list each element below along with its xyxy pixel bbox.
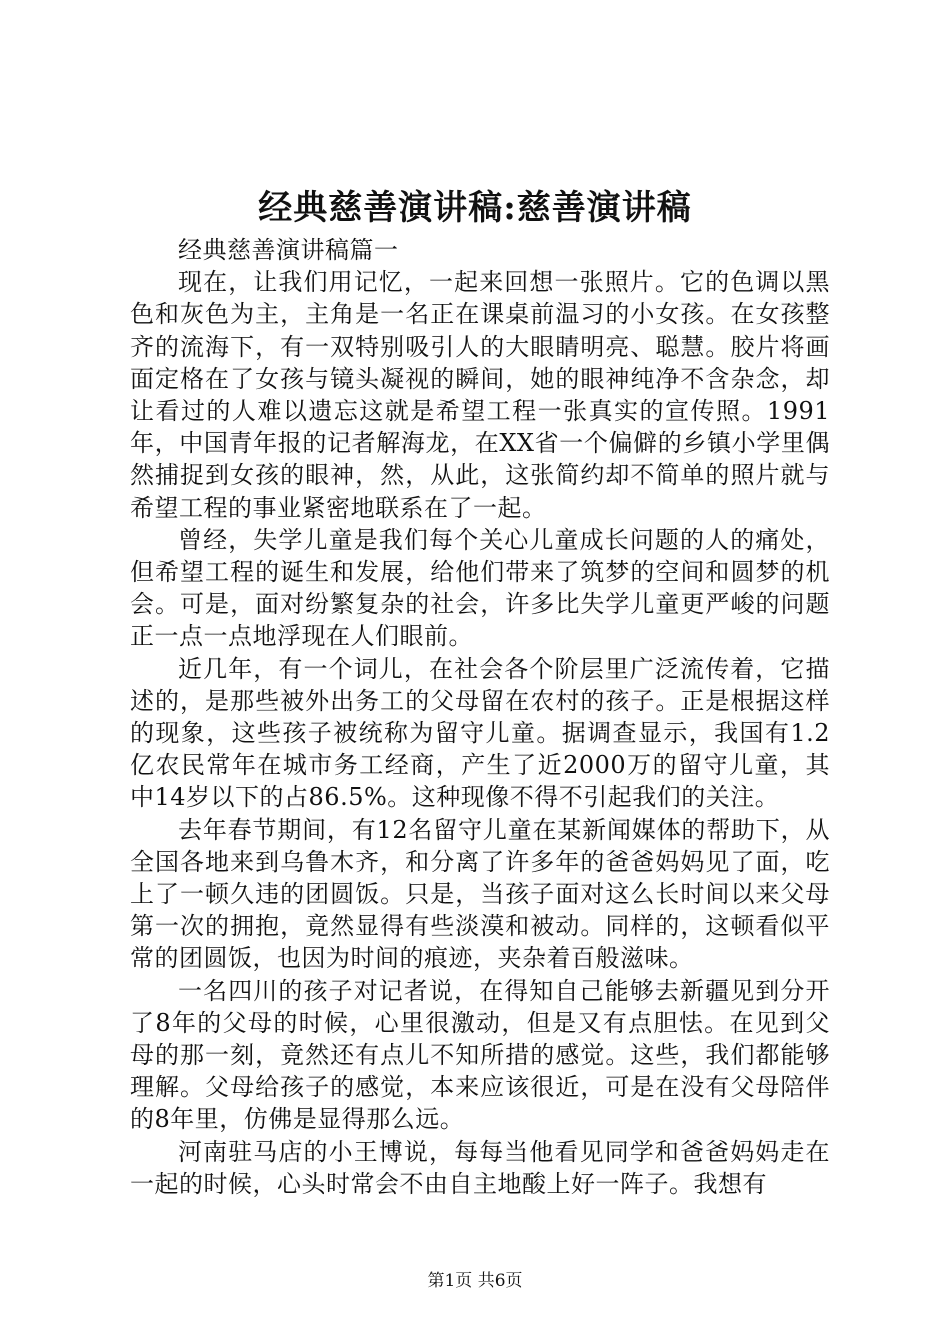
page-number-footer: 第1页 共6页 <box>427 1271 523 1291</box>
paragraph: 现在，让我们用记忆，一起来回想一张照片。它的色调以黑色和灰色为主，主角是一名正在课桌前温习的小女孩。在女孩整齐的流海下，有一双特别吸引人的大眼睛明亮、聪慧。胶片将画面定格在了女孩与镜头凝视的瞬间，她的眼神纯净不含杂念，却让看过的人难以遗忘这就是希望工程一张真实的宣传照。1991年，中国青年报的记者解海龙，在XX省一个偏僻的乡镇小学里偶然捕捉到女孩的眼神，然，从此，这张简约却不简单的照片就与希望工程的事业紧密地联系在了一起。 <box>130 268 830 522</box>
section-heading: 经典慈善演讲稿篇一 <box>178 236 399 264</box>
paragraph: 去年春节期间，有12名留守儿童在某新闻媒体的帮助下，从全国各地来到乌鲁木齐，和分离了许多年的爸爸妈妈见了面，吃上了一顿久违的团圆饭。只是，当孩子面对这么长时间以来父母第一次的拥抱，竟然显得有些淡漠和被动。同样的，这顿看似平常的团圆饭，也因为时间的痕迹，夹杂着百般滋味。 <box>130 815 830 973</box>
document-body <box>130 234 830 1200</box>
document-title: 经典慈善演讲稿:慈善演讲稿 <box>258 188 692 228</box>
paragraph: 一名四川的孩子对记者说，在得知自己能够去新疆见到分开了8年的父母的时候，心里很激动，但是又有点胆怯。在见到父母的那一刻，竟然还有点儿不知所措的感觉。这些，我们都能够理解。父母给孩子的感觉，本来应该很近，可是在没有父母陪伴的8年里，仿佛是显得那么远。 <box>130 976 830 1134</box>
paragraph: 近几年，有一个词儿，在社会各个阶层里广泛流传着，它描述的，是那些被外出务工的父母留在农村的孩子。正是根据这样的现象，这些孩子被统称为留守儿童。据调查显示，我国有1.2亿农民常年在城市务工经商，产生了近2000万的留守儿童，其中14岁以下的占86.5%。这种现像不得不引起我们的关注。 <box>130 654 830 812</box>
paragraph: 河南驻马店的小王博说，每每当他看见同学和爸爸妈妈走在一起的时候，心头时常会不由自主地酸上好一阵子。我想有 <box>130 1137 830 1198</box>
paragraph: 曾经，失学儿童是我们每个关心儿童成长问题的人的痛处，但希望工程的诞生和发展，给他们带来了筑梦的空间和圆梦的机会。可是，面对纷繁复杂的社会，许多比失学儿童更严峻的问题正一点一点地浮现在人们眼前。 <box>130 525 830 651</box>
